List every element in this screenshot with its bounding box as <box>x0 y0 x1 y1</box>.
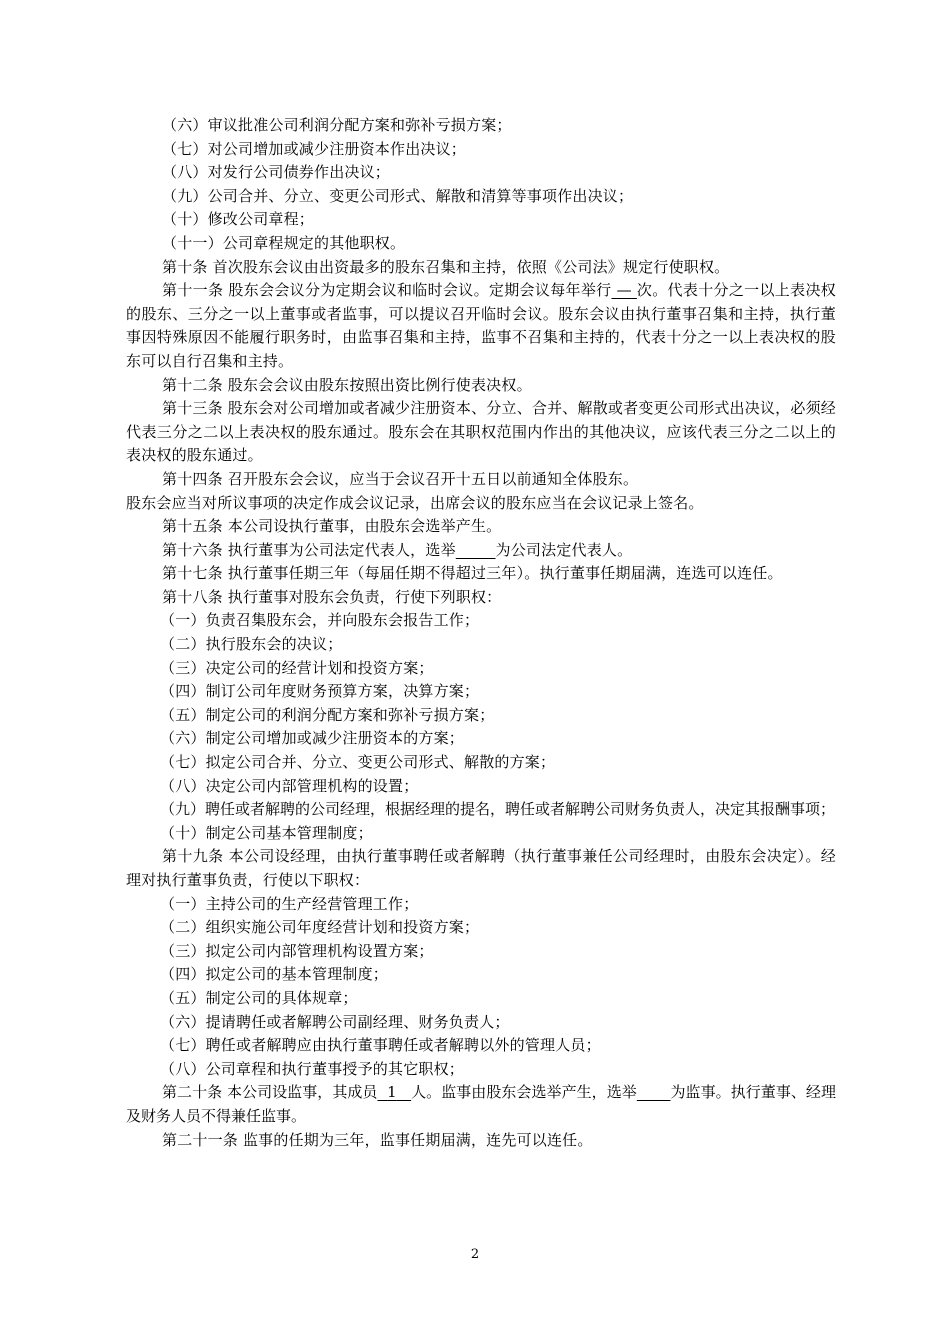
list-item: （二）组织实施公司年度经营计划和投资方案； <box>160 918 480 937</box>
list-item: （九）聘任或者解聘的公司经理，根据经理的提名，聘任或者解聘公司财务负责人，决定其报酬事项； <box>160 800 836 819</box>
list-item: （六）审议批准公司利润分配方案和弥补亏损方案； <box>162 116 512 134</box>
article-11-prefix: 第十一条 股东会会议分为定期会议和临时会议。定期会议每年举行 <box>162 281 612 300</box>
list-item: （四）拟定公司的基本管理制度； <box>160 965 389 984</box>
list-item: （十）修改公司章程； <box>162 210 315 229</box>
list-item: （六）制定公司增加或减少注册资本的方案； <box>160 729 465 748</box>
list-item: （七）拟定公司合并、分立、变更公司形式、解散的方案； <box>160 753 556 772</box>
article-13: 第十三条 股东会对公司增加或者减少注册资本、分立、合并、解散或者变更公司形式出决议，必须经代表三分之二以上表决权的股东通过。股东会在其职权范围内作出的其他决议，应该代表三分之二以上的表决权的股东通过。 <box>126 399 836 465</box>
article-19: 第十九条 本公司设经理，由执行董事聘任或者解聘（执行董事兼任公司经理时，由股东会决定）。经理对执行董事负责，行使以下职权： <box>126 847 836 889</box>
article-11 <box>126 279 836 373</box>
list-item: （八）公司章程和执行董事授予的其它职权； <box>160 1059 465 1078</box>
list-item: （六）提请聘任或者解聘公司副经理、财务负责人； <box>160 1012 510 1031</box>
article-12: 第十二条 股东会会议由股东按照出资比例行使表决权。 <box>162 375 532 394</box>
meeting-frequency-blank: — <box>616 281 632 300</box>
list-item: （二）执行股东会的决议； <box>160 635 343 654</box>
list-item: （十）制定公司基本管理制度； <box>160 823 373 842</box>
list-item: （三）决定公司的经营计划和投资方案； <box>160 658 434 677</box>
list-item: （一）主持公司的生产经营管理工作； <box>160 894 419 913</box>
page-number: 2 <box>470 1247 480 1262</box>
list-item: （八）对发行公司债券作出决议； <box>162 163 391 182</box>
document-body <box>126 114 836 1152</box>
list-item: （七）对公司增加或减少注册资本作出决议； <box>162 139 467 158</box>
article-11-suffix: 次。代表十分之一以上表决权的股东、三分之一以上董事或者监事，可以提议召开临时会议。股东会议由执行董事召集和主持，执行董事因特殊原因不能履行职务时，由监事召集和主持，监事不召集和主持的，代表十分之一以上表决权的股东可以自行召集和主持。 <box>126 281 836 370</box>
list-item: （一）负责召集股东会，并向股东会报告工作； <box>160 611 480 630</box>
article-10: 第十条 首次股东会议由出资最多的股东召集和主持，依照《公司法》规定行使职权。 <box>162 257 730 276</box>
list-item: （四）制订公司年度财务预算方案，决算方案； <box>160 682 480 701</box>
supervisor-count-blank: 1 <box>387 1083 397 1102</box>
article-15: 第十五条 本公司设执行董事，由股东会选举产生。 <box>162 517 502 536</box>
list-item: （三）拟定公司内部管理机构设置方案； <box>160 941 434 960</box>
list-item: （七）聘任或者解聘应由执行董事聘任或者解聘以外的管理人员； <box>160 1036 601 1055</box>
article-18: 第十八条 执行董事对股东会负责，行使下列职权： <box>162 587 502 606</box>
article-17: 第十七条 执行董事任期三年（每届任期不得超过三年）。执行董事任期届满，连选可以连任。 <box>162 564 783 583</box>
article-14-continuation: 股东会应当对所议事项的决定作成会议记录，出席会议的股东应当在会议记录上签名。 <box>126 493 704 512</box>
article-20: 第二十条 本公司设监事，其成员 1 人。监事由股东会选举产生，选举 为监事。执行董事、经理及财务人员不得兼任监事。 <box>126 1083 836 1125</box>
article-16: 第十六条 执行董事为公司法定代表人，选举 为公司法定代表人。 <box>162 540 633 559</box>
list-item: （五）制定公司的利润分配方案和弥补亏损方案； <box>160 705 495 724</box>
list-item: （十一）公司章程规定的其他职权。 <box>162 233 406 252</box>
list-item: （八）决定公司内部管理机构的设置； <box>160 776 419 795</box>
article-14: 第十四条 召开股东会会议，应当于会议召开十五日以前通知全体股东。 <box>162 469 639 488</box>
supervisor-name-blank <box>637 1083 671 1101</box>
legal-rep-blank <box>456 541 496 559</box>
list-item: （五）制定公司的具体规章； <box>160 988 358 1007</box>
list-item: （九）公司合并、分立、变更公司形式、解散和清算等事项作出决议； <box>162 186 634 205</box>
article-21: 第二十一条 监事的任期为三年，监事任期届满，连先可以连任。 <box>162 1130 593 1149</box>
